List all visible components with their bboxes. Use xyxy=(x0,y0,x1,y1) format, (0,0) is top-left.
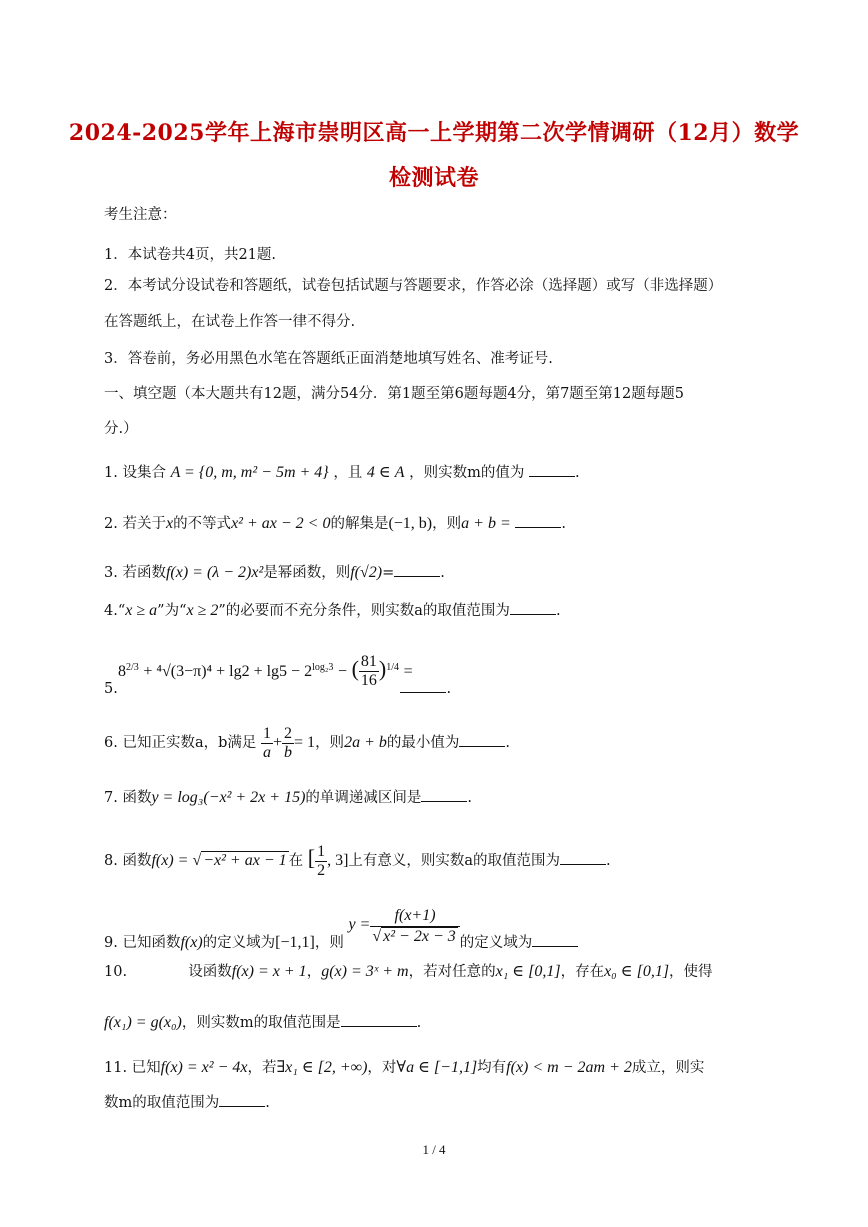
answer-blank[interactable] xyxy=(400,678,446,693)
notice-heading: 考生注意： xyxy=(104,207,177,223)
answer-blank[interactable] xyxy=(532,932,578,947)
notice-item-1: 1．本试卷共4页，共21题. xyxy=(104,247,277,263)
question-2: 2. 若关于x的不等式x² + ax − 2 < 0的解集是(−1, b)，则a + b = . xyxy=(104,515,566,532)
answer-blank[interactable] xyxy=(529,462,575,477)
notice-item-3: 3．答卷前，务必用黑色水笔在答题纸正面消楚地填写姓名、准考证号. xyxy=(104,351,553,367)
question-7: 7. 函数y = log₃(−x² + 2x + 15)的单调递减区间是 . xyxy=(104,789,473,806)
answer-blank[interactable] xyxy=(219,1092,265,1107)
question-4: 4.“x ≥ a”为“x ≥ 2”的必要而不充分条件，则实数a的取值范围为 . xyxy=(104,602,561,619)
answer-blank[interactable] xyxy=(341,1012,417,1027)
question-1: 1. 设集合 A = {0, m, m² − 5m + 4} ，且 4 ∈ A ，则实数m的值为 . xyxy=(104,464,580,481)
question-5-expression: $8^{2/3} + ^4√(3-\pi)^4 + \lg 2 + \lg 5 - 2^{log_23}$ − ( $\frac{81}{16}$ )$^{1/4}$ = xyxy=(118,653,413,690)
question-6: 6. 已知正实数a，b满足 $\frac{1}{a}$ + $\frac{2}{b}$ = 1，则2a + b的最小值为 . xyxy=(104,724,510,761)
question-11: 11. 已知f(x) = x² − 4x，若∃x₁ ∈ [2, +∞)，对∀a ∈ [−1,1]均有f(x) < m − 2am + 2成立，则实 xyxy=(104,1059,705,1076)
section-heading: 一、填空题（本大题共有12题，满分54分．第1题至第6题每题4分，第7题至第12题每题5 xyxy=(104,386,684,402)
answer-blank[interactable] xyxy=(459,732,505,747)
notice-item-2: 2．本考试分设试卷和答题纸，试卷包括试题与答题要求，作答必涂（选择题）或写（非选择题） xyxy=(104,278,723,294)
question-10-cont: f(x₁) = g(x₀)，则实数m的取值范围是 . xyxy=(104,1014,422,1031)
section-heading-cont: 分.） xyxy=(104,421,138,437)
question-8: 8. 函数f(x) = √ −x² + ax − 1 在 [ $\frac{1}{2}$ , 3]上有意义，则实数a的取值范围为 . xyxy=(104,842,611,879)
question-5: 5. . xyxy=(104,678,768,699)
answer-blank[interactable] xyxy=(394,562,440,577)
answer-blank[interactable] xyxy=(421,787,467,802)
question-11-cont: 数m的取值范围为 . xyxy=(104,1092,768,1113)
q1-set-expression: A = {0, m, m² − 5m + 4} xyxy=(170,464,329,481)
question-10: 10. 设函数f(x) = x + 1，g(x) = 3ˣ + m，若对任意的x₁ ∈ [0,1]，存在x₀ ∈ [0,1]，使得 xyxy=(104,963,713,980)
question-3: 3. 若函数f(x) = (λ − 2)x²是幂函数，则f(√2)= . xyxy=(104,564,445,581)
title-line-2: 检测试卷 xyxy=(388,165,479,191)
answer-blank[interactable] xyxy=(510,600,556,615)
page-number: 1 / 4 xyxy=(422,1142,446,1157)
answer-blank[interactable] xyxy=(515,513,561,528)
notice-item-2-cont: 在答题纸上，在试卷上作答一律不得分. xyxy=(104,314,356,330)
answer-blank[interactable] xyxy=(560,850,606,865)
question-9: 9. 已知函数f(x)的定义域为[−1,1]，则 y = $\frac{f(x+1)}{\text{√ x² − 2x − 3}}$ 的定义域为 xyxy=(104,890,768,940)
title-line-1: 2024-2025学年上海市崇明区高一上学期第二次学情调研（12月）数学 xyxy=(68,120,800,146)
